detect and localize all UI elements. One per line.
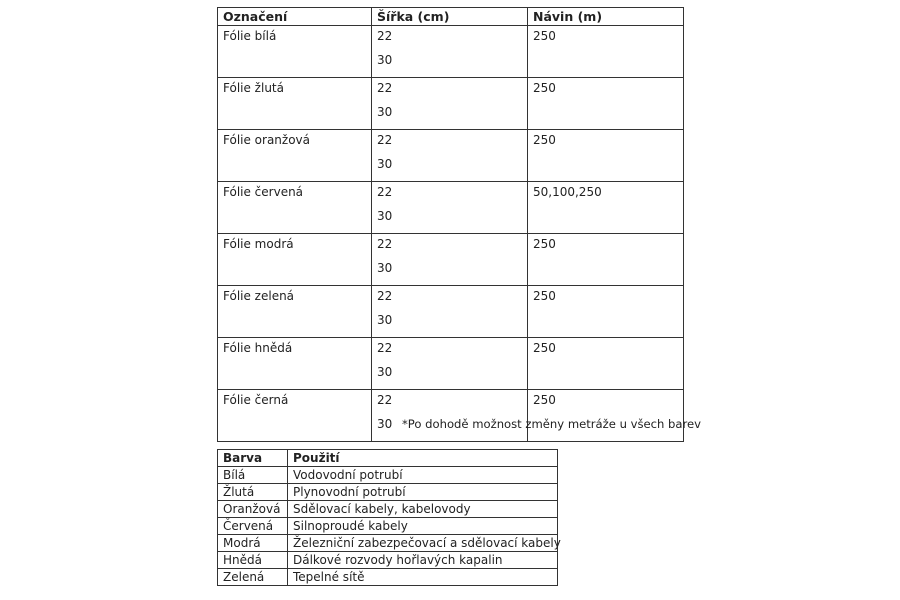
width-value: 22 <box>377 81 393 95</box>
table-row <box>218 182 684 234</box>
usage-color-cell: Zelená <box>218 569 288 586</box>
usage-color-cell: Bílá <box>218 467 288 484</box>
width-value: 30 <box>377 417 393 431</box>
usage-color-cell: Hnědá <box>218 552 288 569</box>
foil-width-cell <box>372 78 528 130</box>
width-value: 22 <box>377 393 393 407</box>
table-row <box>218 26 684 78</box>
foil-name-cell: Fólie červená <box>218 182 372 234</box>
foil-length-cell: 250 <box>528 390 684 442</box>
width-value: 30 <box>377 105 393 119</box>
header-length: Návin (m) <box>528 8 684 26</box>
width-value: 22 <box>377 29 393 43</box>
header-designation: Označení <box>218 8 372 26</box>
table-row <box>218 535 558 552</box>
table-row <box>218 234 684 286</box>
table-row <box>218 467 558 484</box>
usage-use-cell: Vodovodní potrubí <box>288 467 558 484</box>
foil-width-cell <box>372 26 528 78</box>
width-value: 22 <box>377 341 393 355</box>
foil-table <box>217 7 684 442</box>
header-use: Použití <box>288 450 558 467</box>
width-value: 22 <box>377 289 393 303</box>
foil-name-cell: Fólie zelená <box>218 286 372 338</box>
foil-length-cell: 250 <box>528 286 684 338</box>
width-value: 30 <box>377 53 393 67</box>
foil-name-cell: Fólie modrá <box>218 234 372 286</box>
foil-width-cell <box>372 130 528 182</box>
usage-use-cell: Silnoproudé kabely <box>288 518 558 535</box>
foil-width-cell <box>372 234 528 286</box>
foil-name-cell: Fólie hnědá <box>218 338 372 390</box>
foil-table-body <box>218 26 684 442</box>
table-row <box>218 569 558 586</box>
foil-width-cell <box>372 390 528 442</box>
foil-length-cell: 250 <box>528 130 684 182</box>
width-value: 22 <box>377 237 393 251</box>
foil-width-cell <box>372 286 528 338</box>
foil-name-cell: Fólie bílá <box>218 26 372 78</box>
width-value: 30 <box>377 365 393 379</box>
usage-table-header-row <box>218 450 558 467</box>
table-row <box>218 130 684 182</box>
foil-width-cell <box>372 182 528 234</box>
table-row <box>218 501 558 518</box>
usage-use-cell: Železniční zabezpečovací a sdělovací kabely <box>288 535 558 552</box>
width-value: 30 <box>377 313 393 327</box>
usage-color-cell: Oranžová <box>218 501 288 518</box>
usage-use-cell: Plynovodní potrubí <box>288 484 558 501</box>
table-row <box>218 338 684 390</box>
table-row <box>218 552 558 569</box>
header-width: Šířka (cm) <box>372 8 528 26</box>
foil-length-cell: 50,100,250 <box>528 182 684 234</box>
usage-use-cell: Tepelné sítě <box>288 569 558 586</box>
width-value: 22 <box>377 185 393 199</box>
usage-color-cell: Žlutá <box>218 484 288 501</box>
width-value: 30 <box>377 157 393 171</box>
usage-use-cell: Dálkové rozvody hořlavých kapalin <box>288 552 558 569</box>
foil-width-cell <box>372 338 528 390</box>
foil-length-cell: 250 <box>528 78 684 130</box>
table-row <box>218 286 684 338</box>
width-value: 22 <box>377 133 393 147</box>
usage-use-cell: Sdělovací kabely, kabelovody <box>288 501 558 518</box>
foil-name-cell: Fólie oranžová <box>218 130 372 182</box>
usage-table-body <box>218 467 561 586</box>
usage-color-cell: Červená <box>218 518 288 535</box>
header-color: Barva <box>218 450 288 467</box>
table-row <box>218 484 558 501</box>
foil-length-cell: 250 <box>528 234 684 286</box>
foil-table-header-row <box>218 8 684 26</box>
footnote: *Po dohodě možnost změny metráže u všech barev <box>402 417 702 431</box>
table-row <box>218 518 558 535</box>
table-row <box>218 78 684 130</box>
width-value: 30 <box>377 209 393 223</box>
usage-table <box>217 449 561 586</box>
foil-length-cell: 250 <box>528 26 684 78</box>
width-value: 30 <box>377 261 393 275</box>
foil-name-cell: Fólie černá <box>218 390 372 442</box>
usage-color-cell: Modrá <box>218 535 288 552</box>
foil-length-cell: 250 <box>528 338 684 390</box>
foil-name-cell: Fólie žlutá <box>218 78 372 130</box>
table-row <box>218 390 684 442</box>
